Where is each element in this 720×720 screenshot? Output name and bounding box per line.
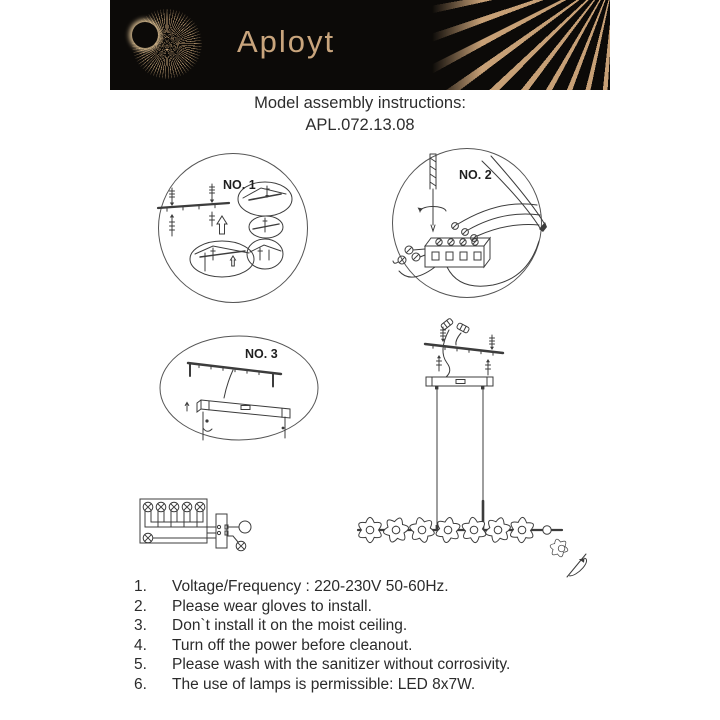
figure-wiring-schematic (133, 490, 263, 570)
figure-no3-canopy-hanging (157, 333, 321, 443)
instruction-number: 1. (134, 578, 147, 595)
instruction-number: 5. (134, 656, 147, 674)
instruction-item (134, 675, 614, 695)
figure-no1-bracket-mounting (153, 148, 313, 308)
instruction-text: Voltage/Frequency : 220-230V 50-60Hz. (172, 578, 449, 595)
page-title: Model assembly instructions: (254, 94, 466, 112)
figure-no1-label: NO. 1 (223, 178, 256, 192)
instruction-item (134, 597, 614, 617)
instruction-number: 2. (134, 597, 147, 615)
instruction-item (134, 616, 614, 636)
brand-banner (110, 0, 610, 90)
instruction-text: Please wear gloves to install. (172, 597, 372, 615)
instructions-list (134, 577, 614, 695)
figure-assembled-luminaire (335, 315, 605, 580)
figure-no3-label: NO. 3 (245, 347, 278, 361)
instruction-item (134, 655, 614, 675)
instruction-number: 3. (134, 617, 147, 635)
figure-no2-terminal-wiring (387, 143, 547, 303)
brand-name: Aployt (237, 24, 336, 59)
instruction-text: Turn off the power before cleanout. (172, 636, 413, 654)
instruction-item (134, 577, 614, 597)
rays-decoration-icon (432, 0, 610, 90)
starburst-core (132, 22, 158, 48)
instruction-text: Please wash with the sanitizer without corrosivity. (172, 656, 511, 674)
instruction-item (134, 636, 614, 656)
instruction-text: Don`t install it on the moist ceiling. (172, 617, 408, 635)
instruction-text: The use of lamps is permissible: LED 8x7W. (172, 675, 476, 693)
figure-no2-label: NO. 2 (459, 168, 492, 182)
model-code: APL.072.13.08 (305, 116, 415, 134)
instruction-number: 4. (134, 636, 147, 654)
instruction-number: 6. (134, 675, 147, 693)
